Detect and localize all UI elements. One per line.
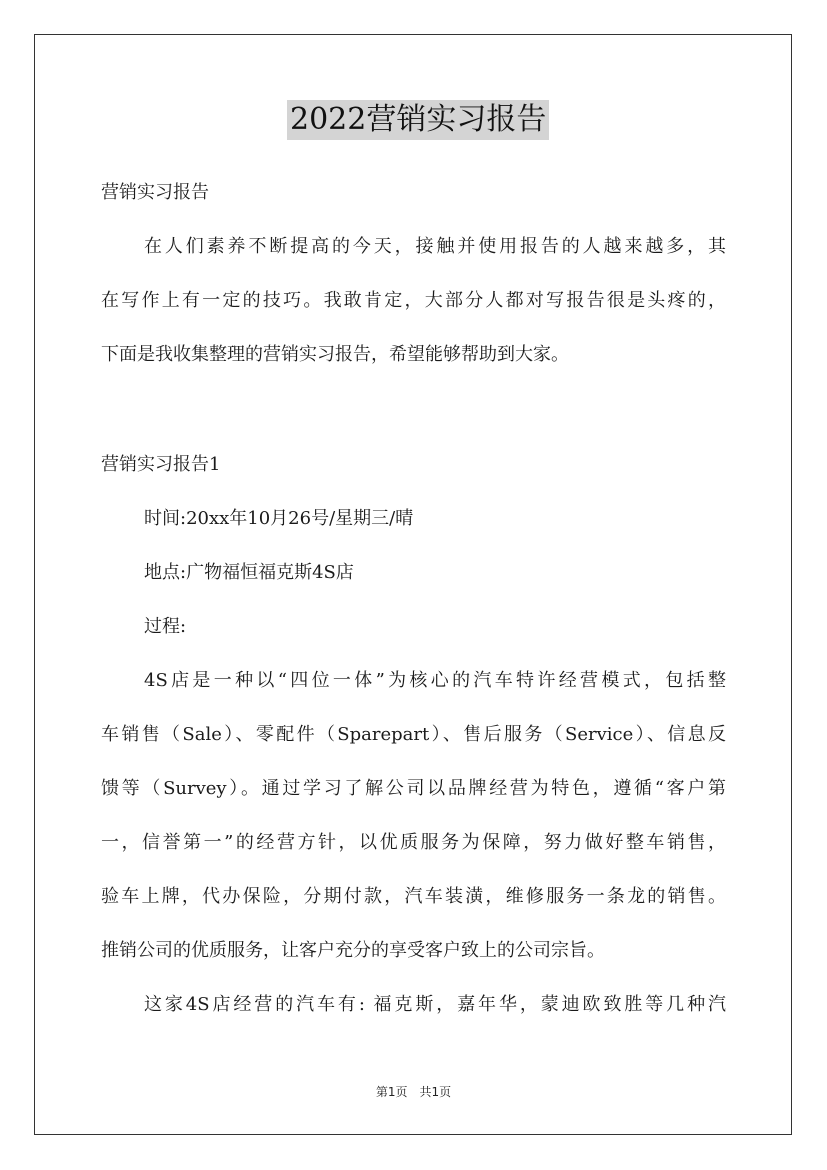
paragraph2-line-1: 这家4S店经营的汽车有: 福克斯，嘉年华，蒙迪欧致胜等几种汽 — [144, 994, 726, 1015]
intro-line-1: 在人们素养不断提高的今天，接触并使用报告的人越来越多，其 — [144, 236, 726, 257]
intro-line-2: 在写作上有一定的技巧。我敢肯定，大部分人都对写报告很是头疼的， — [101, 290, 726, 311]
intro-line-3: 下面是我收集整理的营销实习报告，希望能够帮助到大家。 — [101, 344, 569, 365]
paragraph-line-1: 4S店是一种以“四位一体”为核心的汽车特许经营模式，包括整 — [144, 670, 726, 691]
page-footer — [0, 1084, 827, 1100]
section-heading: 营销实习报告1 — [101, 454, 221, 475]
paragraph-line-4: 一，信誉第一”的经营方针，以优质服务为保障，努力做好整车销售， — [101, 832, 726, 853]
page-total: 共1页 — [419, 1085, 452, 1099]
paragraph-line-5: 验车上牌，代办保险，分期付款，汽车装潢，维修服务一条龙的销售。 — [101, 886, 726, 907]
subtitle: 营销实习报告 — [101, 182, 209, 203]
place-line: 地点:广物福恒福克斯4S店 — [144, 562, 354, 583]
page-number: 第1页 — [375, 1085, 408, 1099]
document-title: 2022营销实习报告 — [287, 100, 549, 140]
paragraph-line-2: 车销售（Sale）、零配件（Sparepart）、售后服务（Service）、信息反 — [101, 724, 726, 745]
paragraph-line-3: 馈等（Survey）。通过学习了解公司以品牌经营为特色，遵循“客户第 — [101, 778, 726, 799]
process-label: 过程: — [144, 616, 187, 637]
time-line: 时间:20xx年10月26号/星期三/晴 — [144, 508, 414, 529]
paragraph-line-6: 推销公司的优质服务，让客户充分的享受客户致上的公司宗旨。 — [101, 940, 605, 961]
